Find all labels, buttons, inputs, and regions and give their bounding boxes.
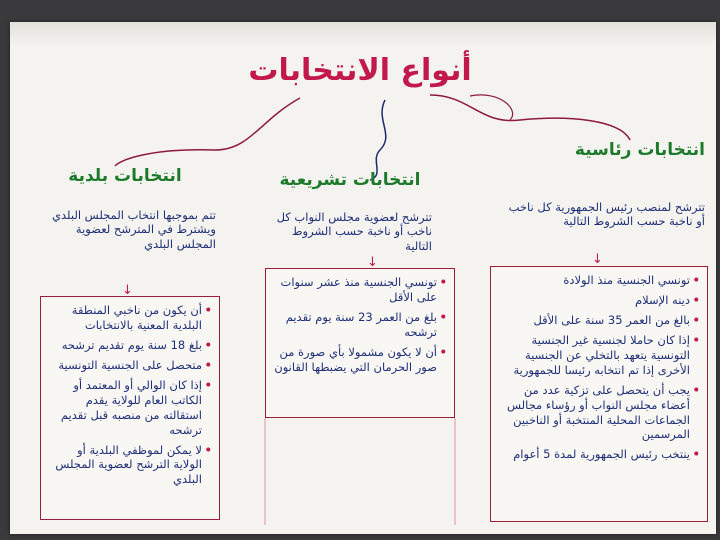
presidential-condition-5: • يجب أن يتحصل على تزكية عدد من أعضاء مجلس النواب أو رؤساء مجالس الجماعات المحلية المنتخبة أو الناخبين المرسمين [499, 383, 699, 443]
legislative-condition-2: • بلغ من العمر 23 سنة يوم تقديم ترشحه [274, 310, 446, 340]
legislative-intro: تترشح لعضوية مجلس النواب كل ناخب أو ناخبة حسب الشروط التالية [276, 210, 432, 253]
legislative-conditions-box [265, 268, 455, 418]
presidential-condition-4: • إذا كان حاملا لجنسية غير الجنسية التونسية يتعهد بالتخلي عن الجنسية الأخرى إذا تم انتخابه رئيسا للجمهورية [499, 333, 699, 378]
presidential-intro: تترشح لمنصب رئيس الجمهورية كل ناخب أو ناخبة حسب الشروط التالية [508, 200, 705, 229]
municipal-conditions-box [40, 296, 220, 520]
legislative-heading: انتخابات تشريعية [279, 170, 421, 190]
presidential-condition-1: • تونسي الجنسية منذ الولادة [499, 273, 699, 288]
presidential-condition-6: • ينتخب رئيس الجمهورية لمدة 5 أعوام [499, 447, 699, 462]
legislative-condition-1: • تونسي الجنسية منذ عشر سنوات على الأقل [274, 275, 446, 305]
arrow-down-icon: ↓ [122, 283, 133, 298]
municipal-condition-5: • لا يمكن لموظفي البلدية أو الولاية الترشح لعضوية المجلس البلدي [49, 443, 211, 488]
presidential-condition-2: • دينه الإسلام [499, 293, 699, 308]
municipal-condition-3: • متحصل على الجنسية التونسية [49, 358, 211, 373]
legislative-condition-3: • أن لا يكون مشمولا بأي صورة من صور الحرمان التي يضبطها القانون [274, 345, 446, 375]
presidential-conditions-box [490, 266, 708, 522]
municipal-condition-4: • إذا كان الوالي أو المعتمد أو الكاتب العام للولاية يقدم استقالته من منصبه قبل تقديم ترشحه [49, 378, 211, 438]
municipal-intro: تتم بموجبها انتخاب المجلس البلدي ويشترط في المترشح لعضوية المجلس البلدي [52, 208, 216, 251]
arrow-down-icon: ↓ [592, 252, 603, 267]
page-title: أنواع الانتخابات [248, 53, 472, 88]
arrow-down-icon: ↓ [367, 255, 378, 270]
municipal-condition-1: • أن يكون من ناخبي المنطقة البلدية المعنية بالانتخابات [49, 303, 211, 333]
presidential-heading: انتخابات رئاسية [574, 140, 705, 160]
municipal-heading: انتخابات بلدية [68, 166, 182, 186]
municipal-condition-2: • بلغ 18 سنة يوم تقديم ترشحه [49, 338, 211, 353]
presidential-condition-3: • بالغ من العمر 35 سنة على الأقل [499, 313, 699, 328]
